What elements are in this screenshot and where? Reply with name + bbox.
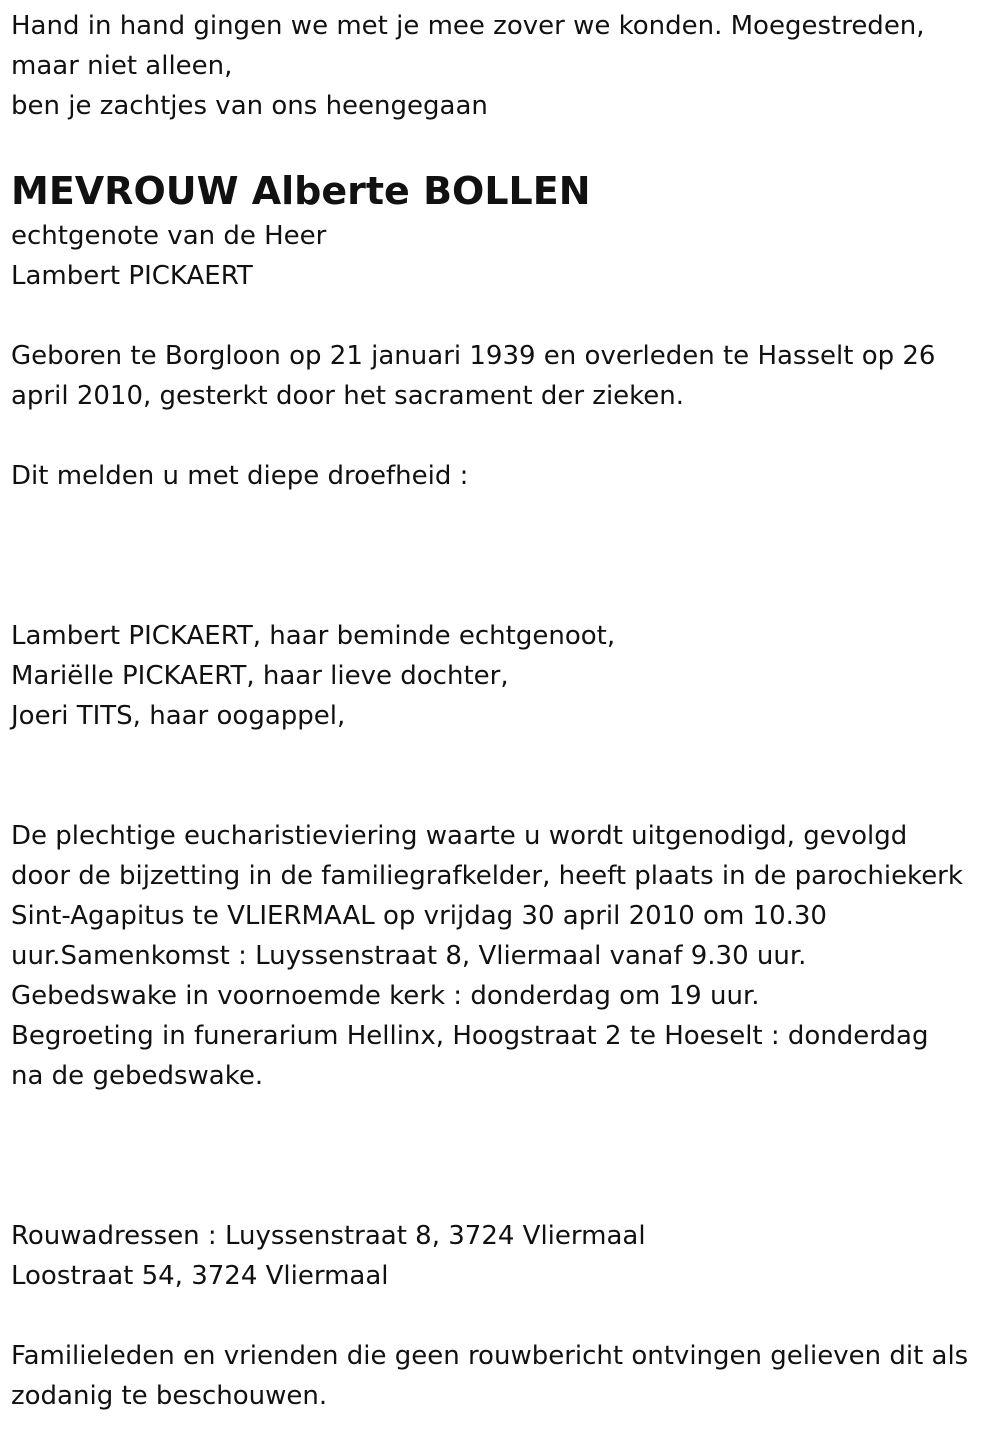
ceremony-block bbox=[11, 816, 996, 1096]
family-member: Lambert PICKAERT, haar beminde echtgenoot, bbox=[11, 621, 616, 651]
announcement-line: Dit melden u met diepe droefheid : bbox=[11, 461, 469, 491]
spacer bbox=[11, 1296, 996, 1336]
ceremony-line: na de gebedswake. bbox=[11, 1061, 264, 1091]
intro-verse bbox=[11, 6, 996, 126]
deceased-block bbox=[11, 166, 996, 296]
spacer bbox=[11, 1096, 996, 1216]
spacer bbox=[11, 736, 996, 816]
spacer bbox=[11, 126, 996, 166]
closing-block bbox=[11, 1336, 996, 1416]
spacer bbox=[11, 496, 996, 616]
addresses-block bbox=[11, 1216, 996, 1296]
spouse-line: echtgenote van de Heer bbox=[11, 221, 327, 251]
closing-line: Familieleden en vrienden die geen rouwbericht ontvingen gelieven dit als bbox=[11, 1341, 969, 1371]
ceremony-line: Gebedswake in voornoemde kerk : donderdag om 19 uur. bbox=[11, 981, 760, 1011]
birth-death-line: april 2010, gesterkt door het sacrament der zieken. bbox=[11, 381, 685, 411]
birth-death-block bbox=[11, 336, 996, 416]
ceremony-line: Sint-Agapitus te VLIERMAAL op vrijdag 30 april 2010 om 10.30 bbox=[11, 901, 827, 931]
spacer bbox=[11, 416, 996, 456]
spacer bbox=[11, 296, 996, 336]
deceased-name: MEVROUW Alberte BOLLEN bbox=[11, 169, 591, 213]
address-line: Loostraat 54, 3724 Vliermaal bbox=[11, 1261, 389, 1291]
family-member: Mariëlle PICKAERT, haar lieve dochter, bbox=[11, 661, 509, 691]
intro-line: Hand in hand gingen we met je mee zover we konden. Moegestreden, bbox=[11, 11, 925, 41]
spouse-line: Lambert PICKAERT bbox=[11, 261, 253, 291]
ceremony-line: Begroeting in funerarium Hellinx, Hoogstraat 2 te Hoeselt : donderdag bbox=[11, 1021, 929, 1051]
address-line: Rouwadressen : Luyssenstraat 8, 3724 Vliermaal bbox=[11, 1221, 646, 1251]
ceremony-line: De plechtige eucharistieviering waarte u wordt uitgenodigd, gevolgd bbox=[11, 821, 908, 851]
ceremony-line: door de bijzetting in de familiegrafkelder, heeft plaats in de parochiekerk bbox=[11, 861, 963, 891]
birth-death-line: Geboren te Borgloon op 21 januari 1939 en overleden te Hasselt op 26 bbox=[11, 341, 936, 371]
intro-line: ben je zachtjes van ons heengegaan bbox=[11, 91, 488, 121]
obituary-document bbox=[11, 6, 996, 1416]
family-member: Joeri TITS, haar oogappel, bbox=[11, 701, 346, 731]
ceremony-line: uur.Samenkomst : Luyssenstraat 8, Vliermaal vanaf 9.30 uur. bbox=[11, 941, 807, 971]
intro-line: maar niet alleen, bbox=[11, 51, 233, 81]
family-block bbox=[11, 616, 996, 736]
closing-line: zodanig te beschouwen. bbox=[11, 1381, 328, 1411]
